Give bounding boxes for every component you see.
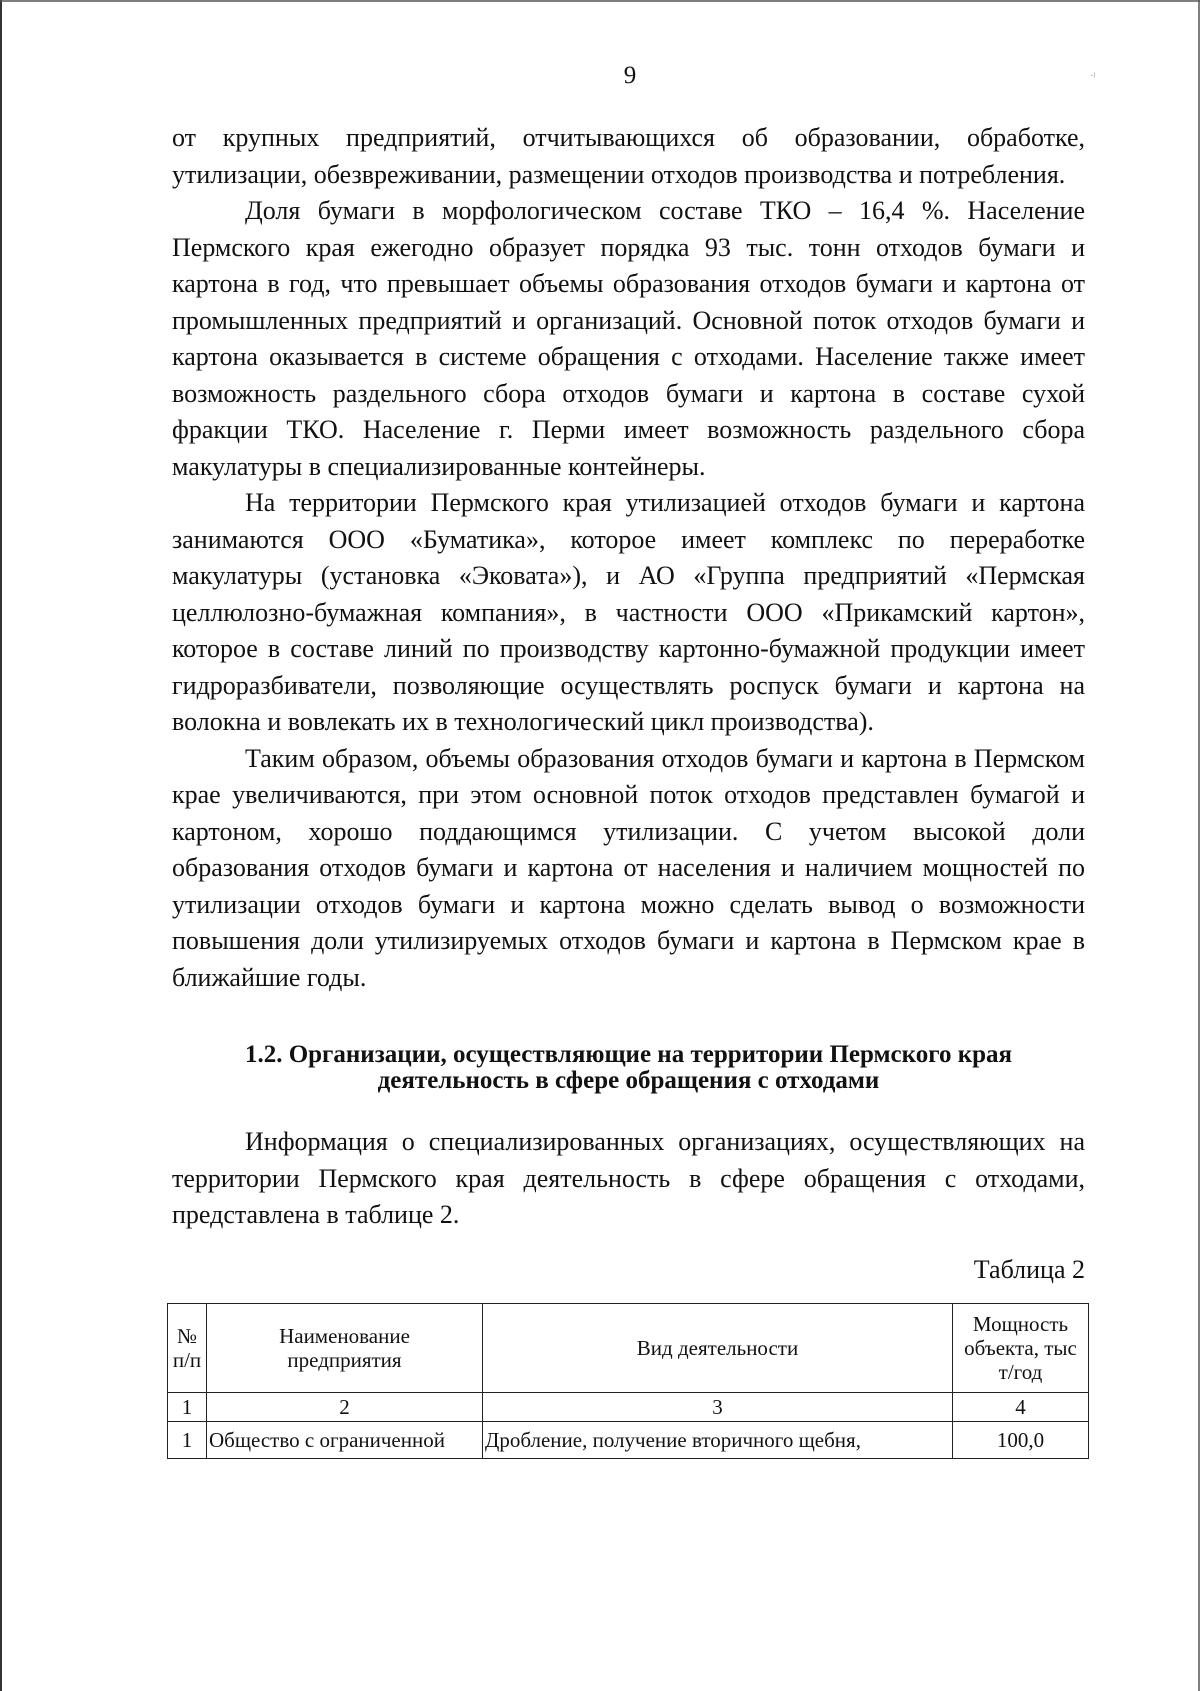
row-capacity-cell: 100,0 xyxy=(953,1421,1089,1458)
document-body xyxy=(172,120,1085,1459)
column-number-cell: 2 xyxy=(207,1392,483,1421)
section-heading-line1: 1.2. Организации, осуществляющие на территории Пермского края xyxy=(244,1041,1013,1068)
table-caption: Таблица 2 xyxy=(973,1254,1085,1284)
header-capacity xyxy=(953,1303,1089,1392)
column-number-cell: 1 xyxy=(168,1392,207,1421)
paragraph-paper-share: Доля бумаги в морфологическом составе ТКО – 16,4 %. Население Пермского края ежегодно образует порядка 93 тыс. тонн отходов бумаги и картона в год, что превышает объемы образования отходов бумаги и картона от промышленных предприятий и организаций. Основной поток отходов бумаги и картона оказывается в системе обращения с отходами. Население также имеет возможность раздельного сбора отходов бумаги и картона в составе сухой фракции ТКО. Население г. Перми имеет возможность раздельного сбора макулатуры в специализированные контейнеры. xyxy=(172,196,1085,481)
row-num-cell: 1 xyxy=(168,1421,207,1458)
paragraph-conclusion: Таким образом, объемы образования отходов бумаги и картона в Пермском крае увеличиваются, при этом основной поток отходов представлен бумагой и картоном, хорошо поддающимся утилизации. С учетом высокой доли образования отходов бумаги и картона от населения и наличием мощностей по утилизации отходов бумаги и картона можно сделать вывод о возможности повышения доли утилизируемых отходов бумаги и картона в Пермском крае в ближайшие годы. xyxy=(172,743,1085,992)
section-heading-line2: деятельность в сфере обращения с отходами xyxy=(377,1067,880,1094)
header-num: № п/п xyxy=(168,1303,207,1392)
column-number-cell: 3 xyxy=(483,1392,953,1421)
paragraph-recycling-companies: На территории Пермского края утилизацией отходов бумаги и картона занимаются ООО «Буматика», которое имеет комплекс по переработке макулатуры (установка «Эковата»), и АО «Группа предприятий «Пермская целлюлозно-бумажная компания», в частности ООО «Прикамский картон», которое в составе линий по производству картонно-бумажной продукции имеет гидроразбиватели, позволяющие осуществлять роспуск бумаги и картона на волокна и вовлекать их в технологический цикл производства). xyxy=(172,488,1085,736)
organizations-table xyxy=(167,1303,1089,1459)
paragraph-continuation: от крупных предприятий, отчитывающихся об образовании, обработке, утилизации, обезвреживании, размещении отходов производства и потребления. xyxy=(172,123,1085,189)
table-row xyxy=(168,1421,1089,1458)
page-number: 9 xyxy=(623,62,637,89)
row-name-cell: Общество с ограниченной xyxy=(207,1421,483,1458)
header-name-text: Наименование предприятия xyxy=(279,1323,410,1372)
section-heading xyxy=(172,1042,1085,1094)
header-activity: Вид деятельности xyxy=(483,1303,953,1392)
section-intro: Информация о специализированных организациях, осуществляющих на территории Пермского края деятельность в сфере обращения с отходами, представлена в таблице 2. xyxy=(172,1127,1085,1229)
column-number-cell: 4 xyxy=(953,1392,1089,1421)
table-header-row xyxy=(168,1303,1089,1392)
scan-corner-mark: ·ʲ xyxy=(1090,70,1096,82)
column-number-row xyxy=(168,1392,1089,1421)
header-name xyxy=(207,1303,483,1392)
row-activity-cell: Дробление, получение вторичного щебня, xyxy=(483,1421,953,1458)
header-capacity-text: Мощность объекта, тыс т/год xyxy=(964,1311,1077,1384)
